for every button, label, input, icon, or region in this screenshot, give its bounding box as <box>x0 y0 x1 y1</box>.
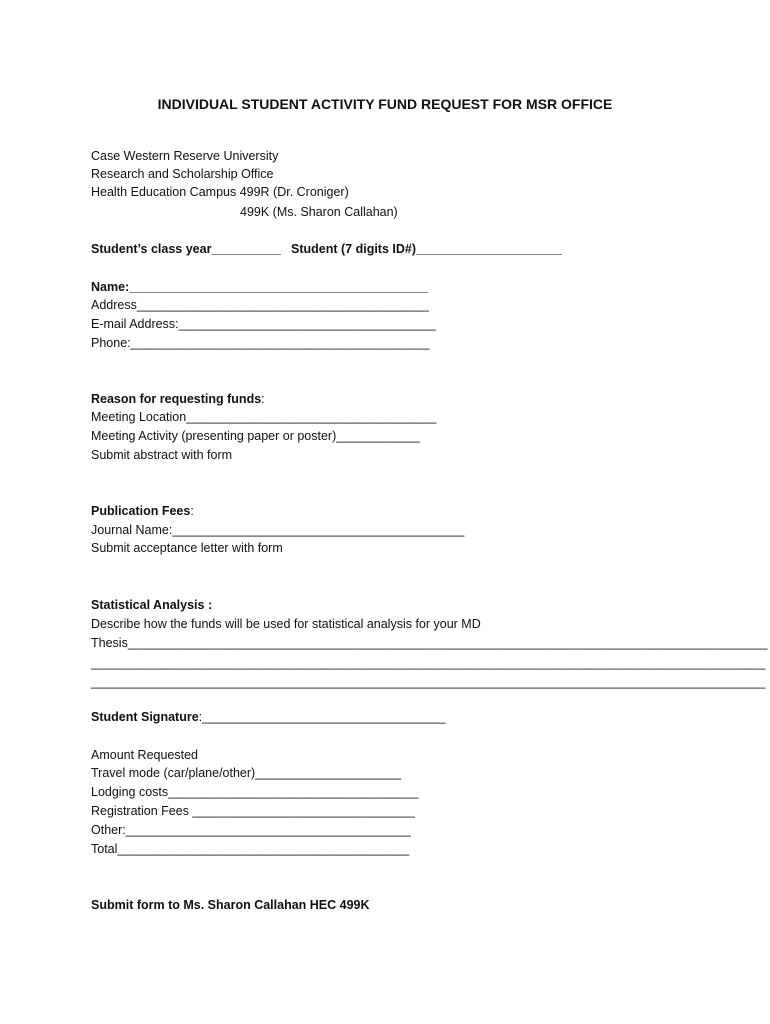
other-field[interactable]: Other:_________________________________________ <box>91 823 411 837</box>
publication-heading-text: Publication Fees <box>91 504 191 518</box>
phone-field[interactable]: Phone:___________________________________________ <box>91 336 430 350</box>
acceptance-note: Submit acceptance letter with form <box>91 541 283 555</box>
total-field[interactable]: Total__________________________________________ <box>91 842 410 856</box>
form-title: INDIVIDUAL STUDENT ACTIVITY FUND REQUEST FOR MSR OFFICE <box>157 96 613 112</box>
meeting-activity-field[interactable]: Meeting Activity (presenting paper or poster)____________ <box>91 429 420 443</box>
email-field[interactable]: E-mail Address:_____________________________________ <box>91 317 436 331</box>
lodging-costs-field[interactable]: Lodging costs____________________________________ <box>91 785 419 799</box>
registration-fees-field[interactable]: Registration Fees ________________________________ <box>91 804 415 818</box>
reason-heading-colon: : <box>261 392 265 406</box>
signature-label: Student Signature <box>91 710 199 724</box>
travel-mode-field[interactable]: Travel mode (car/plane/other)_____________________ <box>91 766 402 780</box>
publication-heading <box>91 503 194 519</box>
statistical-heading: Statistical Analysis : <box>91 598 213 612</box>
journal-name-field[interactable]: Journal Name:__________________________________________ <box>91 523 465 537</box>
class-year-field[interactable]: Student’s class year__________ <box>91 242 281 256</box>
address-line-office: Research and Scholarship Office <box>91 167 274 181</box>
abstract-note: Submit abstract with form <box>91 448 233 462</box>
reason-heading <box>91 391 265 407</box>
name-field[interactable]: Name:___________________________________________ <box>91 280 429 294</box>
address-line-room: 499K (Ms. Sharon Callahan) <box>240 205 398 219</box>
address-line-campus: Health Education Campus 499R (Dr. Croniger) <box>91 185 349 199</box>
thesis-blank-line-1[interactable]: _________________________________________________________________________________________________ <box>91 656 766 670</box>
submit-instruction: Submit form to Ms. Sharon Callahan HEC 499K <box>91 898 370 912</box>
reason-heading-text: Reason for requesting funds <box>91 392 262 406</box>
address-line-university: Case Western Reserve University <box>91 149 279 163</box>
amount-heading: Amount Requested <box>91 748 199 762</box>
thesis-blank-line-2[interactable]: _________________________________________________________________________________________________ <box>91 675 766 689</box>
student-id-field[interactable]: Student (7 digits ID#)_____________________ <box>291 242 562 256</box>
signature-line[interactable]: :___________________________________ <box>198 710 446 724</box>
thesis-field[interactable]: Thesis____________________________________________________________________________________________ <box>91 636 768 650</box>
address-field[interactable]: Address__________________________________________ <box>91 298 429 312</box>
publication-heading-colon: : <box>190 504 194 518</box>
statistical-description: Describe how the funds will be used for statistical analysis for your MD <box>91 617 481 631</box>
signature-field[interactable] <box>91 709 445 725</box>
meeting-location-field[interactable]: Meeting Location____________________________________ <box>91 410 437 424</box>
